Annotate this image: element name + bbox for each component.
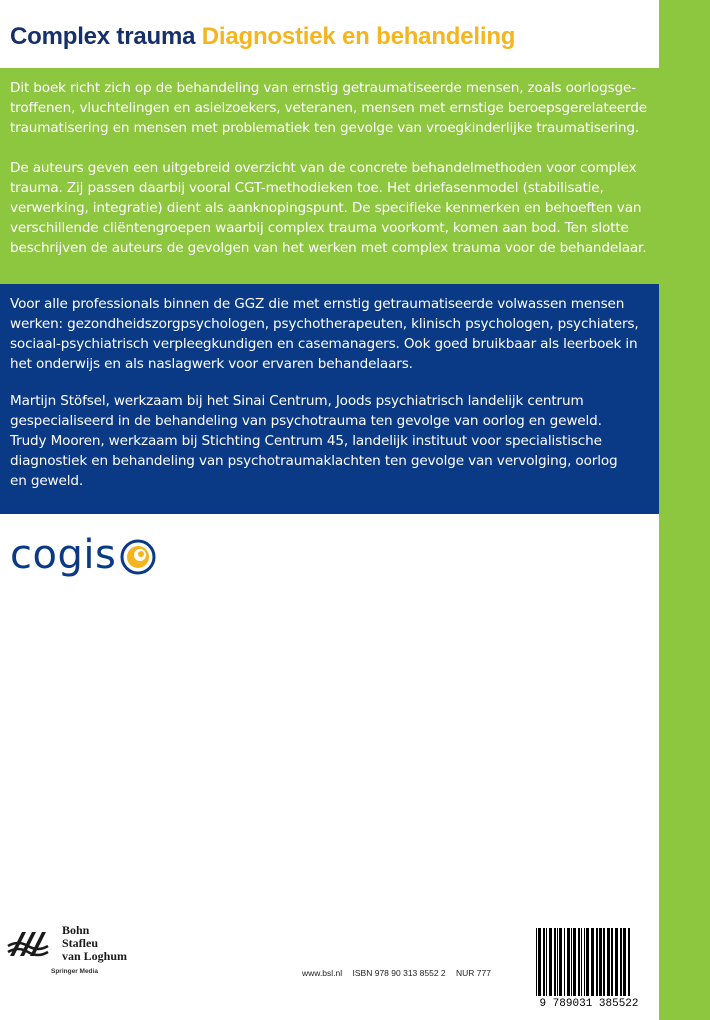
- barcode-bar: [611, 928, 613, 996]
- audience-paragraph: [10, 294, 652, 374]
- publisher-name-line: van Loghum: [62, 949, 128, 963]
- cogis-swirl-icon: [118, 537, 158, 577]
- barcode-bar: [581, 928, 582, 996]
- description-paragraph-1: [10, 78, 652, 138]
- barcode-bar: [578, 928, 580, 996]
- title-subtitle: Diagnostiek en behandeling: [201, 23, 516, 50]
- text-line: gespecialiseerd in de behandeling van psychotrauma ten gevolge van oorlog en geweld.: [10, 413, 602, 429]
- publisher-name-line: Stafleu: [62, 936, 98, 950]
- barcode-bar: [620, 928, 622, 996]
- barcode-bar: [549, 928, 552, 996]
- text-line: troffenen, vluchtelingen en asielzoekers, veteranen, mensen met ernstige beroepsgerelateerde: [10, 100, 647, 116]
- title-main: Complex trauma: [10, 23, 196, 50]
- barcode-bar: [546, 928, 547, 996]
- barcode-bar: [584, 928, 585, 996]
- text-line: en geweld.: [10, 473, 84, 489]
- bsl-logo-icon: [6, 926, 52, 962]
- barcode-bar: [596, 928, 598, 996]
- text-line: trauma. Zij passen daarbij vooral CGT-methodieken toe. Het driefasenmodel (stabilisatie,: [10, 180, 604, 196]
- description-paragraph-2: [10, 158, 652, 258]
- text-line: verwerking, integratie) dient als aanknopingspunt. De specifieke kenmerken en behoeften van: [10, 200, 642, 216]
- isbn-number: ISBN 978 90 313 8552 2: [352, 968, 446, 978]
- book-info-line: [302, 968, 499, 978]
- text-line: beschrijven de auteurs de gevolgen van het werken met complex trauma voor de behandelaar.: [10, 240, 647, 256]
- barcode-bar: [586, 928, 589, 996]
- barcode-bar: [559, 928, 562, 996]
- text-line: Trudy Mooren, werkzaam bij Stichting Centrum 45, landelijk instituut voor specialistische: [10, 433, 602, 449]
- text-line: Voor alle professionals binnen de GGZ die met ernstig getraumatiseerde volwassen mensen: [10, 296, 625, 312]
- publisher-website: www.bsl.nl: [302, 968, 343, 978]
- barcode-bar: [615, 928, 618, 996]
- barcode-bar: [628, 928, 630, 996]
- barcode: [530, 926, 648, 1012]
- description-block: [0, 68, 659, 284]
- publisher-name: [62, 924, 127, 963]
- barcode-bar: [543, 928, 545, 996]
- barcode-bar: [567, 928, 570, 996]
- title-bar: [0, 0, 659, 68]
- publisher-subtitle: Springer Media: [51, 968, 98, 975]
- barcode-bar: [599, 928, 602, 996]
- barcode-digits: 9 789031 385522: [539, 998, 639, 1010]
- text-line: Dit boek richt zich op de behandeling van ernstig getraumatiseerde mensen, zoals oorlogsge-: [10, 80, 637, 96]
- cover-spine: [659, 0, 710, 1020]
- barcode-bar: [573, 928, 576, 996]
- text-line: diagnostiek en behandeling van psychotraumaklachten ten gevolge van vervolging, oorlog: [10, 453, 618, 469]
- barcode-bar: [603, 928, 605, 996]
- barcode-bar: [607, 928, 610, 996]
- cogis-logo: [10, 530, 158, 580]
- barcode-bars: [530, 926, 648, 998]
- authors-paragraph: [10, 391, 652, 491]
- text-line: traumatisering en mensen met problematiek ten gevolge van vroegkinderlijke traumatisering.: [10, 120, 640, 136]
- barcode-bar: [536, 928, 537, 996]
- publisher-logo: [6, 924, 146, 984]
- text-line: verschillende cliëntengroepen waarbij complex trauma voorkomt, komen aan bod. Ten slotte: [10, 220, 629, 236]
- text-line: Martijn Stöfsel, werkzaam bij het Sinai Centrum, Joods psychiatrisch landelijk centrum: [10, 393, 584, 409]
- publisher-name-line: Bohn: [62, 923, 90, 937]
- barcode-bar: [557, 928, 558, 996]
- audience-authors-block: [0, 284, 659, 514]
- barcode-bar: [591, 928, 594, 996]
- cogis-logo-text: cogis: [10, 532, 117, 578]
- text-line: De auteurs geven een uitgebreid overzicht van de concrete behandelmethoden voor complex: [10, 160, 637, 176]
- text-line: het onderwijs en als naslagwerk voor ervaren behandelaars.: [10, 356, 413, 372]
- barcode-bar: [564, 928, 565, 996]
- barcode-bar: [571, 928, 572, 996]
- text-line: sociaal-psychiatrisch verpleegkundigen en casemanagers. Ook goed bruikbaar als leerboek in: [10, 336, 638, 352]
- barcode-bar: [623, 928, 626, 996]
- barcode-bar: [538, 928, 541, 996]
- text-line: werken: gezondheidszorgpsychologen, psychotherapeuten, klinisch psychologen, psychiaters,: [10, 316, 639, 332]
- nur-code: NUR 777: [456, 968, 491, 978]
- book-title: [10, 22, 515, 52]
- barcode-bar: [554, 928, 556, 996]
